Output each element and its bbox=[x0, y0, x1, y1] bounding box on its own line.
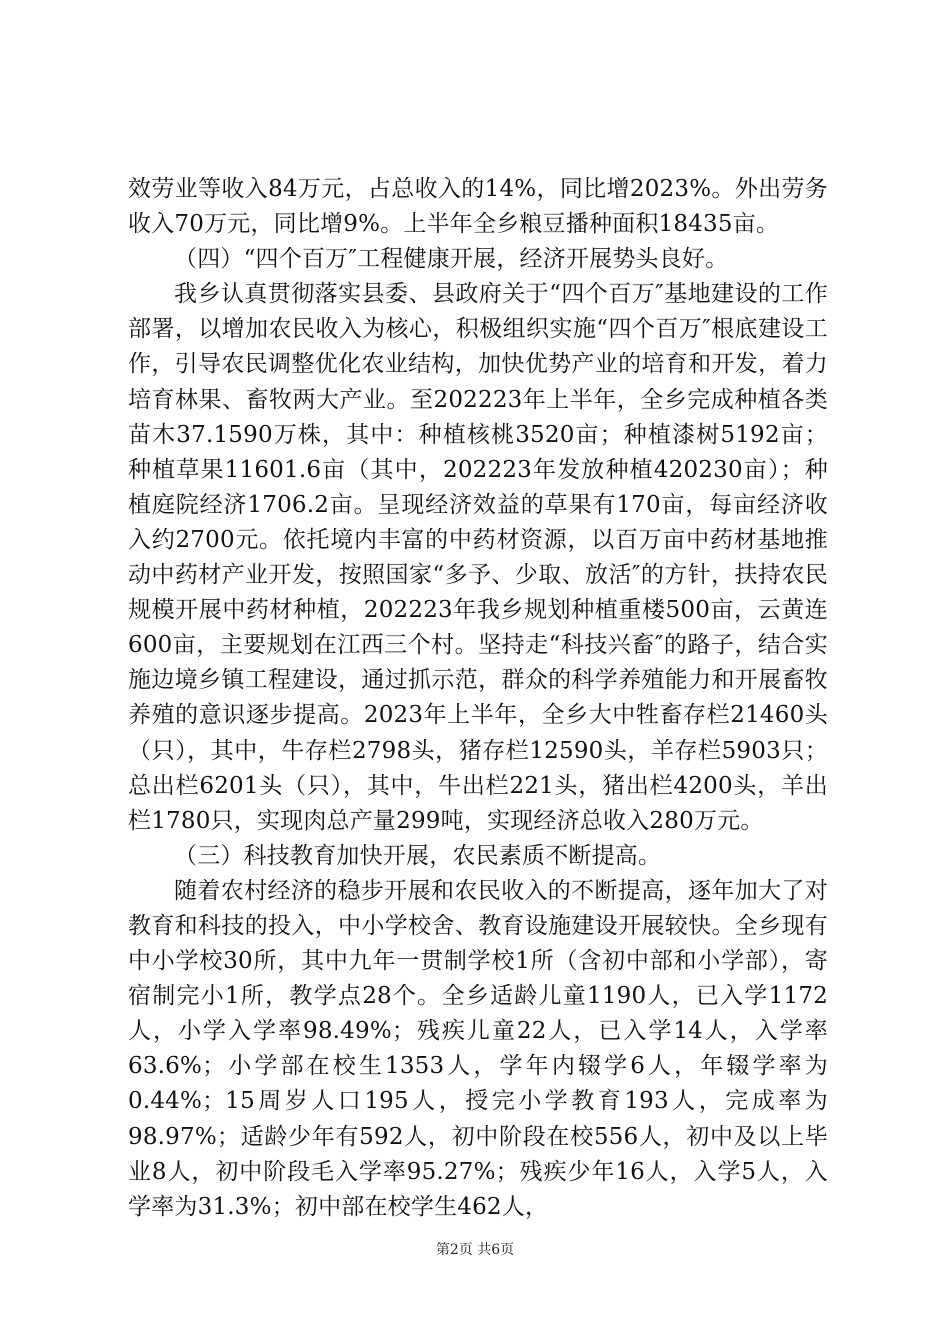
paragraph-continued: 效劳业等收入84万元，占总收入的14%，同比增2023%。外出劳务收入70万元，同比增9%。上半年全乡粮豆播种面积18435亩。 bbox=[128, 176, 828, 238]
section-heading-three: （三）科技教育加快开展，农民素质不断提高。 bbox=[174, 842, 662, 869]
paragraph-four-million-project: 我乡认真贯彻落实县委、县政府关于“四个百万″基地建设的工作部署，以增加农民收入为核心，积极组织实施“四个百万″根底建设工作，引导农民调整优化农业结构，加快优势产业的培育和开发，着力培育林果、畜牧两大产业。至202223年上半年，全乡完成种植各类苗木37.1590万株，其中：种植核桃3520亩；种植漆树5192亩；种植草果11601.6亩（其中，202223年发放种植420230亩）；种植庭院经济1706.2亩。呈现经济效益的草果有170亩，每亩经济收入约2700元。依托境内丰富的中药材资源，以百万亩中药材基地推动中药材产业开发，按照国家“多予、少取、放活″的方针，扶持农民规模开展中药材种植，202223年我乡规划种植重楼500亩，云黄连600亩，主要规划在江西三个村。坚持走“科技兴畜″的路子，结合实施边境乡镇工程建设，通过抓示范，群众的科学养殖能力和开展畜牧养殖的意识逐步提高。2023年上半年，全乡大中牲畜存栏21460头（只），其中，牛存栏2798头，猪存栏12590头，羊存栏5903只；总出栏6201头（只），其中，牛出栏221头，猪出栏4200头，羊出栏1780只，实现肉总产量299吨，实现经济总收入280万元。 bbox=[128, 281, 828, 834]
document-body bbox=[128, 172, 828, 1225]
section-heading-four: （四）“四个百万″工程健康开展，经济开展势头良好。 bbox=[174, 246, 729, 273]
page-footer: 第2页 共6页 bbox=[435, 1242, 515, 1258]
paragraph-education: 随着农村经济的稳步开展和农民收入的不断提高，逐年加大了对教育和科技的投入，中小学校舍、教育设施建设开展较快。全乡现有中小学校30所，其中九年一贯制学校1所（含初中部和小学部），寄宿制完小1所，教学点28个。全乡适龄儿童1190人，已入学1172人，小学入学率98.49%；残疾儿童22人，已入学14人，入学率63.6%；小学部在校生1353人，学年内辍学6人，年辍学率为0.44%；15周岁人口195人，授完小学教育193人，完成率为98.97%；适龄少年有592人，初中阶段在校556人，初中及以上毕业8人，初中阶段毛入学率95.27%；残疾少年16人，入学5人，入学率为31.3%；初中部在校学生462人， bbox=[128, 877, 828, 1220]
